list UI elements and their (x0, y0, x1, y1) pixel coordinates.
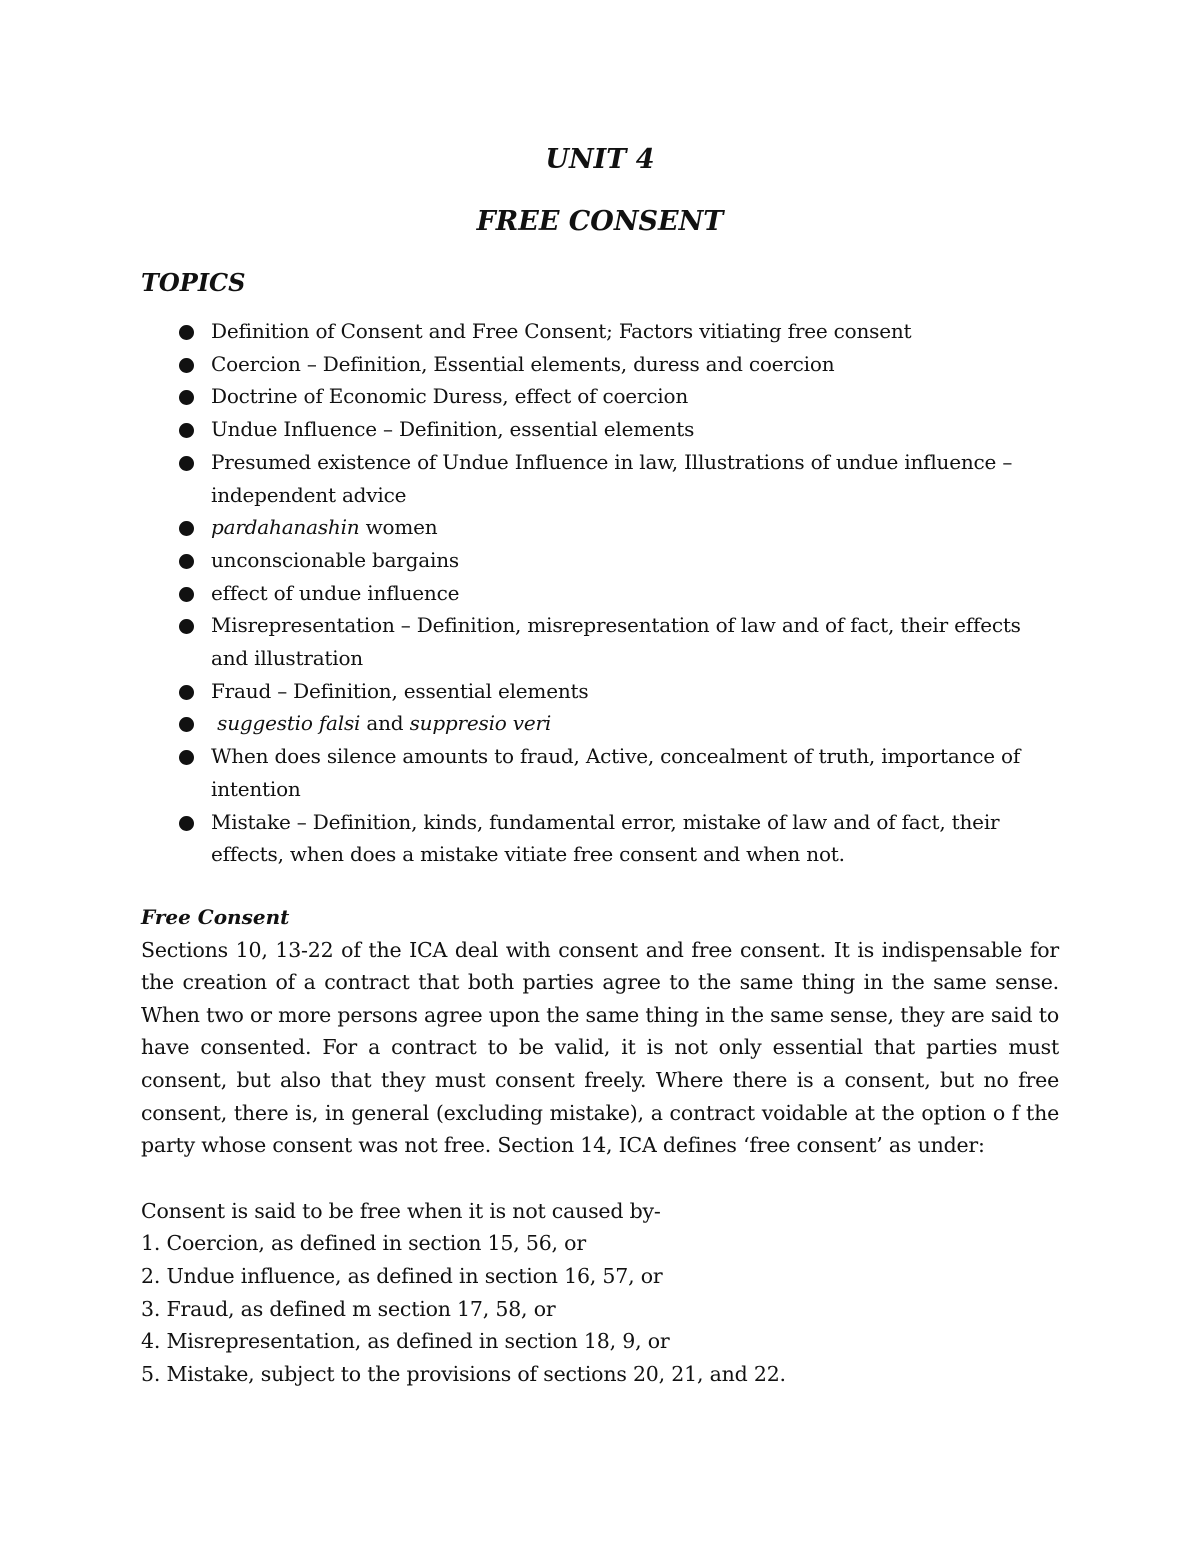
topic-text: Presumed existence of Undue Influence in law, Illustrations of undue influence – independent advice (211, 449, 1013, 507)
section-heading: Free Consent (141, 904, 290, 929)
list-item: 2. Undue influence, as defined in section 16, 57, or (141, 1264, 663, 1288)
bullet-icon (179, 816, 194, 831)
bullet-icon (179, 325, 194, 340)
topics-heading: TOPICS (141, 268, 246, 297)
topic-text: Undue Influence – Definition, essential elements (211, 417, 695, 442)
bullet-icon (179, 423, 194, 438)
topic-item (141, 348, 1059, 381)
topic-item (141, 544, 1059, 577)
bullet-icon (179, 717, 194, 732)
topic-item (141, 380, 1059, 413)
list-item: 3. Fraud, as defined m section 17, 58, or (141, 1296, 556, 1321)
topic-text: Coercion – Definition, Essential elements, duress and coercion (211, 351, 835, 376)
topic-text: Fraud – Definition, essential elements (211, 678, 589, 703)
document-page (141, 140, 1059, 1390)
list-item: 4. Misrepresentation, as defined in section 18, 9, or (141, 1329, 670, 1354)
bullet-icon (179, 358, 194, 373)
topic-text: unconscionable bargains (211, 547, 459, 572)
list-item: 1. Coercion, as defined in section 15, 56, or (141, 1231, 586, 1256)
topic-text: Definition of Consent and Free Consent; Factors vitiating free consent (211, 319, 912, 343)
bullet-icon (179, 456, 194, 471)
topic-item (141, 413, 1059, 446)
topic-text: Misrepresentation – Definition, misrepresentation of law and of fact, their effects and illustration (211, 613, 1021, 671)
topic-text: Doctrine of Economic Duress, effect of coercion (211, 384, 689, 409)
topic-item (141, 609, 1059, 674)
page-title: FREE CONSENT (476, 206, 724, 237)
topic-item (141, 740, 1059, 805)
body-paragraph: Sections 10, 13-22 of the ICA deal with consent and free consent. It is indispensable for the creation of a contract that both parties agree to the same thing in the same sense. When two or more persons agree upon the same thing in the same sense, they are said to have consented. For a contract to be valid, it is not only essential that parties must consent, but also that they must consent freely. Where there is a consent, but no free consent, there is, in general (excluding mistake), a contract voidable at the option o f the party whose consent was not free. Section 14, ICA defines ‘free consent’ as under: (141, 937, 1059, 1158)
topic-text: and (360, 711, 410, 736)
bullet-icon (179, 554, 194, 569)
topic-item (141, 806, 1059, 871)
topic-text: women (359, 515, 438, 540)
bullet-icon (179, 619, 194, 634)
unit-title: UNIT 4 (545, 144, 655, 175)
topic-item (141, 577, 1059, 610)
topic-text: Mistake – Definition, kinds, fundamental error, mistake of law and of fact, their effects, when does a mistake vitiate free consent and when not. (211, 809, 1000, 867)
topic-term: suggestio falsi (217, 711, 361, 736)
causes-intro: Consent is said to be free when it is not caused by- (141, 1198, 661, 1223)
topic-item (141, 675, 1059, 708)
bullet-icon (179, 750, 194, 765)
topic-term: suppresio veri (409, 711, 552, 736)
bullet-icon (179, 587, 194, 602)
topics-list (141, 315, 1059, 871)
topic-item (141, 446, 1059, 511)
topic-item (141, 511, 1059, 544)
topic-text: When does silence amounts to fraud, Active, concealment of truth, importance of intention (211, 744, 1021, 801)
list-item: 5. Mistake, subject to the provisions of sections 20, 21, and 22. (141, 1361, 786, 1386)
topic-item (141, 707, 1059, 740)
topic-text: effect of undue influence (211, 580, 460, 605)
topic-term: pardahanashin (211, 515, 360, 540)
bullet-icon (179, 390, 194, 405)
bullet-icon (179, 685, 194, 700)
bullet-icon (179, 521, 194, 536)
topic-item (141, 315, 1059, 348)
causes-list (141, 1227, 1059, 1390)
